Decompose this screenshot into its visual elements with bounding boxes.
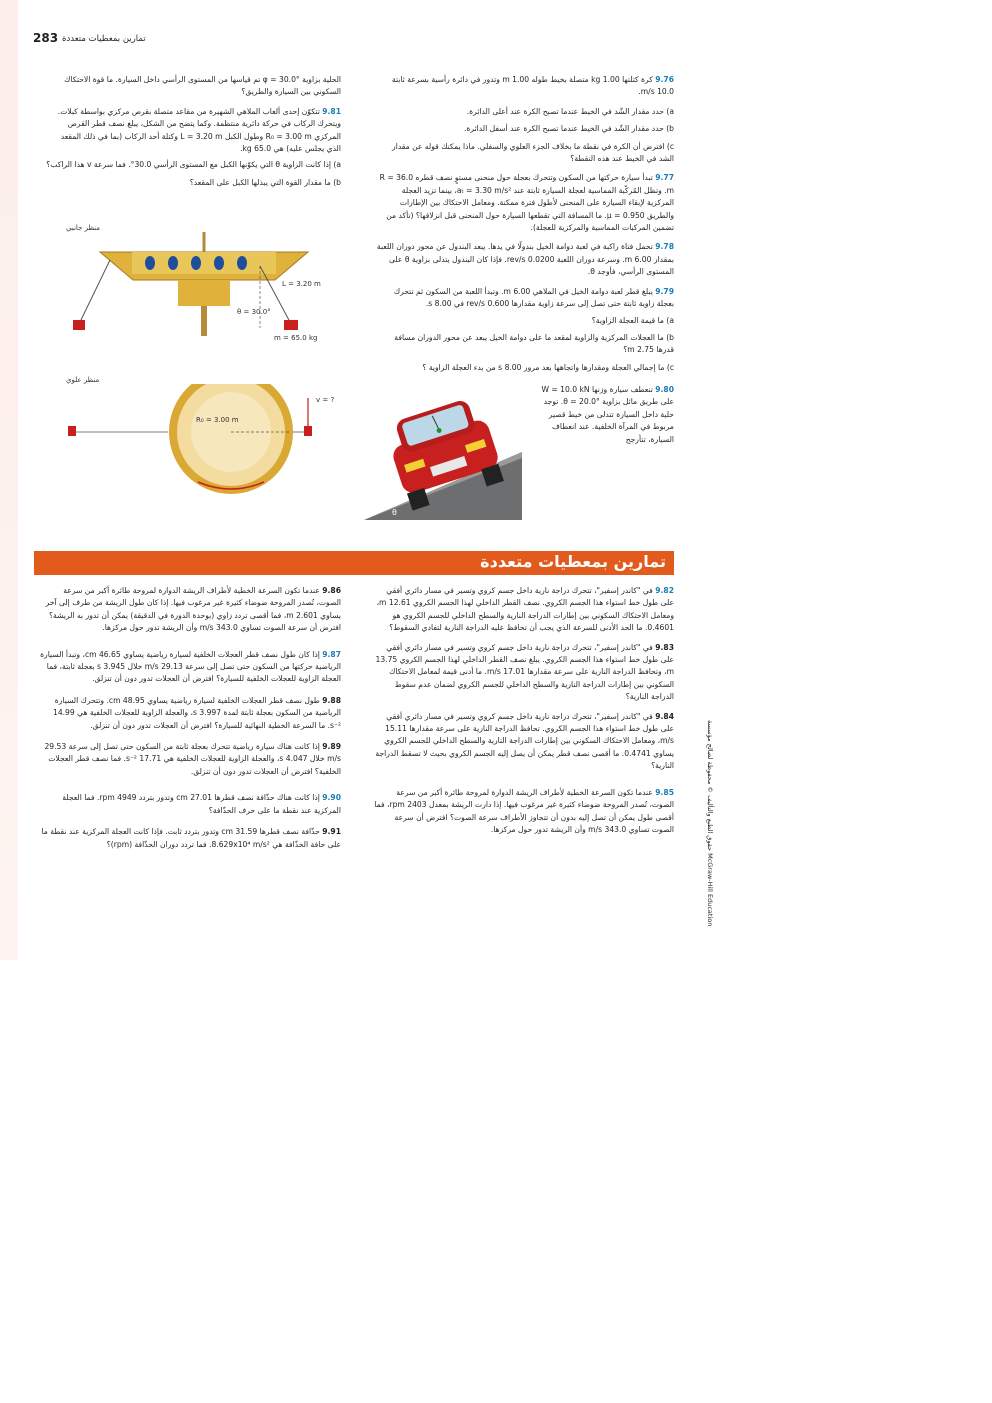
- running-title: تمارين بمعطيات متعددة: [62, 34, 146, 44]
- subpart-c: c) ما إجمالي العجلة ومقدارها واتجاهها بعد مرور 8.00 s من بدء العجلة الزاوية ؟: [422, 362, 674, 372]
- left-seat: [68, 426, 76, 436]
- problem-9-78: [376, 241, 674, 278]
- problem-number: 9.77: [655, 173, 674, 183]
- banner-title: تمارين بمعطيات متعددة: [480, 552, 666, 571]
- ride-window: [145, 256, 155, 270]
- problem-text: تحمل فتاة راكبة في لعبة دوامة الخيل بندولًا في يدها. يبعد البندول عن محور دوران اللعبة بمقدار 6.00 m. وسرعة دوران اللعبة 0.0200 rev/s. فإذا كان البندول يتدلى بزاوية θ على المستوى الرأسي، فأوجد θ.: [376, 242, 674, 277]
- problem-9-82: [374, 585, 674, 635]
- problem-text: يبلغ قطر لعبة دوامة الخيل في الملاهي 6.00 m. وتبدأ اللعبة من السكون ثم تتحرك بعجلة زاوية ثابتة حتى تصل إلى سرعة زاوية مقدارها 0.600 rev/s في 8.00 s.: [393, 286, 674, 309]
- ride-window: [168, 256, 178, 270]
- problem-text: تتكوّن إحدى ألعاب الملاهي الشهيرة من مقاعد متصلة بقرص مركزي بواسطة كبلات. ويتحرك الركاب في حركة دائرية منتظمة. وكما يتضح من الشكل، يبلغ نصف قطر القرص المركزي R₀ = 3.00 m وطول الكبل L = 3.20 m وكتلة أحد الركاب (بما في ذلك المقعد الذي يجلس عليه) هي 65.0 kg.: [57, 106, 341, 154]
- problem-9-85: [374, 787, 674, 837]
- ride-base: [178, 280, 230, 306]
- problem-9-90: [40, 792, 341, 817]
- problem-number: 9.87: [322, 649, 341, 659]
- problem-9-89: [40, 741, 341, 778]
- problem-text: كرة كتلتها 1.00 kg متصلة بخيط طوله 1.00 m وتدور في دائرة رأسية بسرعة ثابتة 10.0 m/s.: [391, 75, 674, 97]
- copyright-text: حقوق الطبع والتأليف © محفوظة لصالح مؤسسة McGraw-Hill Education: [706, 720, 714, 927]
- subpart-b: b) ما مقدار القوة التي يبذلها الكبل على المقعد؟: [189, 177, 341, 187]
- problem-9-79: [376, 286, 674, 311]
- subpart-b: b) ما العجلات المركزية والزاوية لمقعد ما على دوامة الخيل يبعد عن محور الدوران مسافة قدرها 2.75 m؟: [394, 332, 674, 355]
- problem-number: 9.90: [322, 793, 341, 803]
- top-view-label: منظر علوي: [66, 376, 100, 384]
- problem-number: 9.84: [655, 711, 674, 721]
- right-seat: [284, 320, 298, 330]
- copyright-sidebar: [700, 720, 716, 930]
- bottom-left-column: [40, 585, 341, 858]
- subpart-c: c) افترض أن الكرة في نقطة ما بخلاف الجزء العلوي والسفلي. ماذا يمكنك قوله عن مقدار الشد في الخيط عند هذه النقطة؟: [392, 141, 674, 164]
- problem-number: 9.85: [655, 787, 674, 797]
- left-seat: [73, 320, 85, 330]
- problem-9-87: [40, 649, 341, 686]
- radius-label: R₀ = 3.00 m: [196, 416, 239, 424]
- mass-label: m = 65.0 kg: [274, 334, 318, 342]
- top-left-column: [45, 74, 341, 194]
- ride-window: [191, 256, 201, 270]
- velocity-label: v = ?: [316, 396, 335, 404]
- ride-window: [214, 256, 224, 270]
- section-banner: [34, 551, 674, 575]
- problem-text: إذا كانت هناك سيارة رياضية تتحرك بعجلة ثابتة من السكون حتى تصل إلى سرعة 29.53 m/s خلال 4.047 s، والعجلة الزاوية للعجلات الخلفية هي 17.71 s⁻². فما نصف قطر العجلات الخلفية؟ افترض أن العجلات تدور دون أن تنزلق.: [44, 742, 341, 776]
- problem-text: في "كاندر إسفير"، تتحرك دراجة نارية داخل جسم كروي وتسير في مسار دائري أفقي على طول خط استواء هذا الجسم الكروي. نصف القطر الداخلي لهذا الجسم الكروي 12.61 m، ومعامل الاحتكاك السكوني بين إطارات الدراجة النارية والسطح الداخلي للجسم الكروي هو 0.4601. ما الحد الأدنى للسرعة الذي يجب أن تحافظ عليه الدراجة النارية لتفادي السقوط؟: [376, 586, 674, 633]
- right-seat: [304, 426, 312, 436]
- subpart-a: a) إذا كانت الزاوية θ التي يكوّنها الكبل مع المستوى الرأسي 30.0°. فما سرعة v هذا الراكب؟: [46, 160, 341, 170]
- problem-number: 9.91: [322, 827, 341, 837]
- problem-9-88: [40, 695, 341, 732]
- ride-window: [237, 256, 247, 270]
- problem-text: في "كاندر إسفير"، تتحرك دراجة نارية داخل جسم كروي وتسير في مسار دائري أفقي على طول خط استواء هذا الجسم الكروي. تحافظ الدراجة النارية على سرعة مقدارها 15.11 m/s، ومعامل الاحتكاك السكوني بين إطارات الدراجة النارية والسطح الداخلي للجسم الكروي يساوي 0.4741. ما أقصى نصف قطر يمكن أن يصل إليه الجسم الكروي بحيث لا تسقط الدراجة النارية؟: [375, 711, 674, 771]
- problem-number: 9.82: [655, 586, 674, 595]
- side-view-label: منظر جانبي: [66, 224, 101, 232]
- problem-number: 9.78: [655, 242, 674, 252]
- problem-text: طول نصف قطر العجلات الخلفية لسيارة رياضية يساوي 48.95 cm. وتتحرك السيارة الرياضية من السكون بعجلة ثابتة لمدة 3.997 s، والعجلة الزاوية للعجلات الخلفية هي 14.99 s⁻². ما السرعة الخطية النهائية للسيارة؟ افترض أن العجلات تدور دون أن تنزلق.: [52, 695, 341, 730]
- banked-car-figure: [364, 392, 522, 520]
- problem-9-77: [376, 172, 674, 234]
- problem-text: عندما تكون السرعة الخطية لأطراف الريشة الدوارة لمروحة طائرة أكبر من سرعة الصوت، تُصدر المروحة ضوضاء كثيرة غير مرغوب فيها. إذا دارت الريشة بمعدل 2403 rpm، فما أقصى طول يمكن أن تصل إليه بدون أن تتجاوز الأطراف سرعة الصوت؟ افترض أن سرعة الصوت تساوي 343.0 m/s وأن الريشة تدور حول مركزها.: [374, 787, 674, 834]
- problem-number: 9.86: [322, 586, 341, 595]
- problem-9-76: [376, 74, 674, 99]
- top-right-column: [376, 74, 674, 381]
- problem-text: إذا كانت هناك حذّافة نصف قطرها 27.01 cm وتدور بتردد 4949 rpm. فما العجلة المركزية عند نقطة ما على حرف الحذّافة؟: [62, 793, 341, 815]
- left-cable: [80, 260, 110, 322]
- subpart-a: a) ما قيمة العجلة الزاوية؟: [591, 315, 674, 325]
- problem-text: تبدأ سيارة حركتها من السكون وتتحرك بعجلة حول منحنى مستوٍ نصف قطره R = 36.0 m. وتظل المُركّبة المماسية لعجلة السيارة ثابتة عند aₜ = 3.30 m/s²، بينما تزيد العجلة المركزية لإبقاء السيارة على المنحنى لأطول فترة ممكنة. ومعامل الاحتكاك بين الإطارات والطريق μ = 0.950. ما المسافة التي تقطعها السيارة حول المنحنى قبل انزلاقها؟ (تأكد من تضمين المركبات المماسية والمركزية للعجلة).: [379, 173, 674, 233]
- problem-9-83: [374, 642, 674, 704]
- problem-number: 9.89: [322, 742, 341, 752]
- bottom-right-column: [374, 585, 674, 843]
- problem-9-84: [374, 711, 674, 773]
- cable-length-label: L = 3.20 m: [282, 280, 321, 288]
- problem-number: 9.76: [655, 75, 674, 84]
- car-angle-label: θ: [392, 508, 397, 517]
- problem-9-80: [528, 384, 674, 446]
- top-view-figure: [68, 384, 340, 502]
- problem-text: عندما تكون السرعة الخطية لأطراف الريشة الدوارة لمروحة طائرة أكبر من سرعة الصوت، تُصدر المروحة ضوضاء كثيرة غير مرغوب فيها. إذا كان طول الريشة من طرف إلى آخر يساوي 2.601 m، فما أقصى تردد زاوي (بوحدة الدورة في الدقيقة) يمكن أن تدور به الريشة؟ افترض أن سرعة الصوت تساوي 343.0 m/s وأن الريشة تدور حول مركزها.: [45, 586, 341, 633]
- problem-9-81: [45, 106, 341, 156]
- problem-9-80-continued: الحلية بزاوية φ = 30.0° تم قياسها من المستوى الرأسي داخل السيارة. ما قوة الاحتكاك السكوني بين السيارة والطريق؟: [64, 75, 341, 97]
- problem-number: 9.83: [655, 642, 674, 652]
- problem-9-86: [40, 585, 341, 635]
- problem-number: 9.81: [322, 106, 341, 116]
- problem-text: في "كاندر إسفير"، تتحرك دراجة نارية داخل جسم كروي وتسير في مسار دائري أفقي على طول خط استواء هذا الجسم الكروي. يبلغ نصف القطر الداخلي لهذا الجسم الكروي 13.75 m، وتحافظ الدراجة النارية على سرعة مقدارها 17.01 m/s. ما أدنى قيمة لمعامل الاحتكاك السكوني بين إطارات الدراجة النارية والسطح الداخلي للجسم الكروي لضمان عدم سقوط الدراجة النارية؟: [375, 642, 674, 702]
- problem-number: 9.88: [322, 695, 341, 705]
- problem-9-91: [40, 826, 341, 851]
- subpart-a: a) حدد مقدار الشّد في الخيط عندما تصبح الكرة عند أعلى الدائرة.: [466, 106, 674, 116]
- side-view-figure: [70, 232, 340, 350]
- problem-text: إذا كان طول نصف قطر العجلات الخلفية لسيارة رياضية يساوي 46.65 cm، وتبدأ السيارة الرياضية حركتها من السكون حتى تصل إلى سرعة 29.13 m/s خلال 3.945 s بعجلة ثابتة، فما العجلة الزاوية للعجلات الخلفية للسيارة؟ افترض أن العجلات تدور دون أن تنزلق.: [40, 649, 341, 684]
- angle-label: θ = 30.0°: [237, 308, 271, 316]
- page-number: 283: [33, 31, 59, 45]
- page-edge-strip: [0, 0, 18, 960]
- problem-number: 9.80: [655, 385, 674, 394]
- subpart-b: b) حدد مقدار الشّد في الخيط عندما تصبح الكرة عند أسفل الدائرة.: [463, 124, 674, 134]
- problem-number: 9.79: [655, 286, 674, 296]
- problem-text: تنعطف سيارة وزنها W = 10.0 kN على طريق مائل بزاوية θ = 20.0°. توجد حلية داخل السيارة تتدلى من خيط قصير مربوط في المرآة الخلفية. عند انعطاف السيارة، تتأرجح: [541, 385, 674, 444]
- problem-text: حذّافة نصف قطرها 31.59 cm وتدور بتردد ثابت. فإذا كانت العجلة المركزية عند نقطة ما على حافة الحذّافة هي 8.629x10⁴ m/s². فما تردد دوران الحذّافة (rpm)؟: [41, 827, 341, 849]
